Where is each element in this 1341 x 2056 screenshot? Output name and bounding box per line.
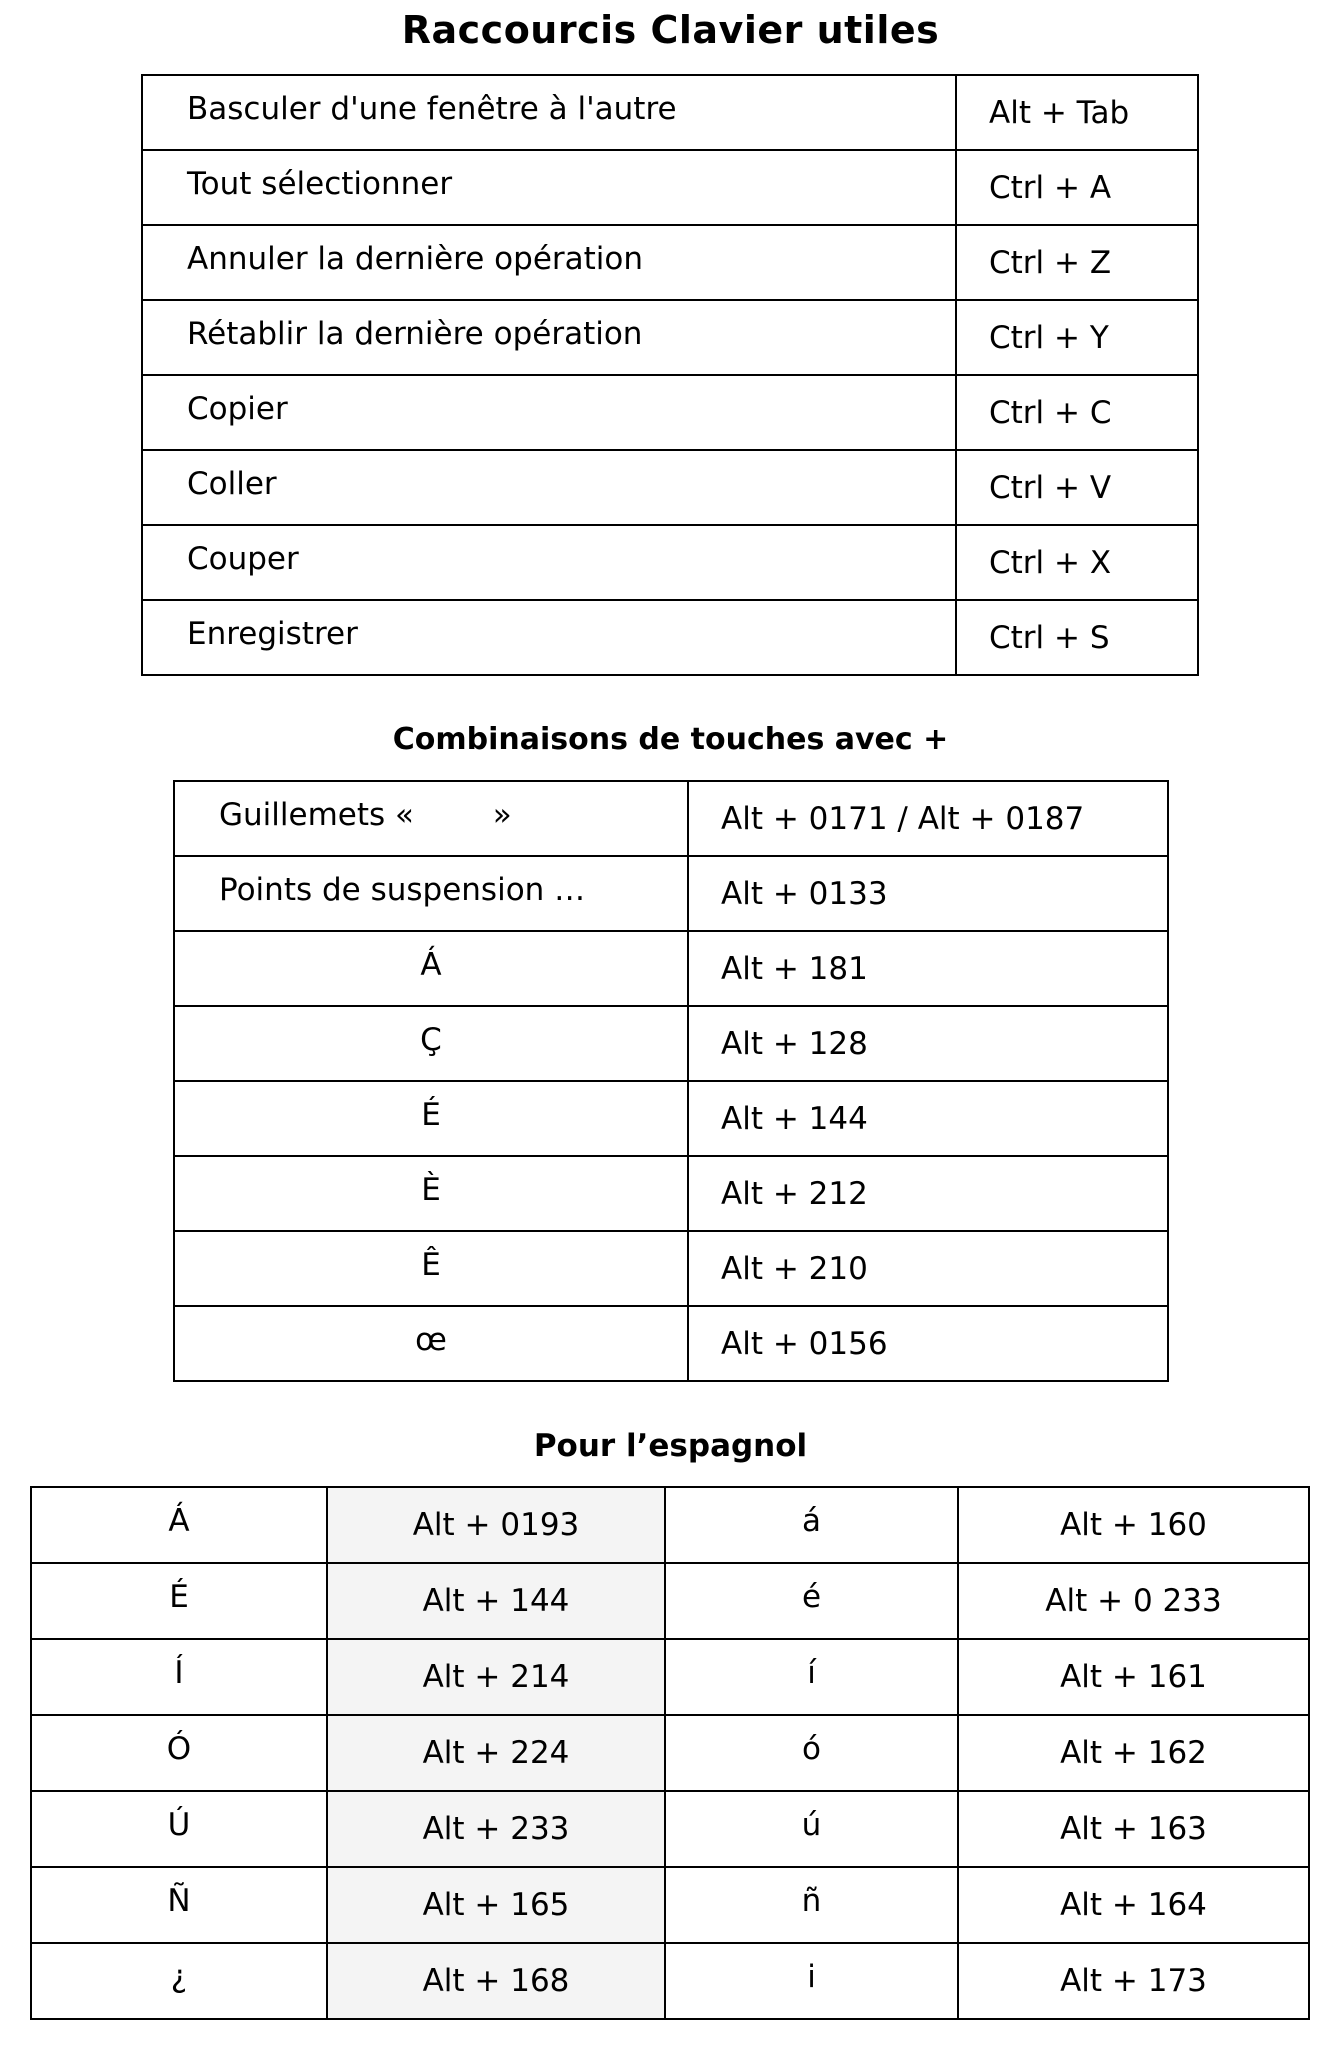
upper-code: Alt + 165 [327, 1867, 665, 1943]
lower-char: á [665, 1487, 958, 1563]
upper-char: É [31, 1563, 327, 1639]
shortcut-keys: Ctrl + A [956, 150, 1198, 225]
lower-code: Alt + 160 [958, 1487, 1309, 1563]
lower-code: Alt + 162 [958, 1715, 1309, 1791]
upper-code: Alt + 224 [327, 1715, 665, 1791]
shortcut-keys: Ctrl + C [956, 375, 1198, 450]
combination-code: Alt + 0133 [688, 856, 1168, 931]
lower-char: i [665, 1943, 958, 2019]
lower-code: Alt + 164 [958, 1867, 1309, 1943]
table-row [142, 450, 1198, 525]
table-row [142, 225, 1198, 300]
upper-code: Alt + 0193 [327, 1487, 665, 1563]
combination-char: Á [174, 931, 688, 1006]
combination-code: Alt + 210 [688, 1231, 1168, 1306]
table-row [142, 75, 1198, 150]
table-row [142, 525, 1198, 600]
lower-char: ñ [665, 1867, 958, 1943]
lower-code: Alt + 163 [958, 1791, 1309, 1867]
upper-char: ¿ [31, 1943, 327, 2019]
combination-code: Alt + 0156 [688, 1306, 1168, 1381]
lower-char: ó [665, 1715, 958, 1791]
table-row [142, 150, 1198, 225]
upper-char: Ñ [31, 1867, 327, 1943]
shortcut-action: Basculer d'une fenêtre à l'autre [142, 75, 956, 150]
combination-char: Guillemets « » [174, 781, 688, 856]
table-row [31, 1943, 1309, 2019]
upper-code: Alt + 144 [327, 1563, 665, 1639]
table-row [142, 375, 1198, 450]
table-row [31, 1639, 1309, 1715]
spanish-title: Pour l’espagnol [533, 1428, 808, 1464]
shortcut-action: Rétablir la dernière opération [142, 300, 956, 375]
shortcuts-table [141, 74, 1199, 676]
spanish-table [30, 1486, 1310, 2020]
shortcuts-title: Raccourcis Clavier utiles [401, 8, 940, 52]
table-row [174, 781, 1168, 856]
shortcut-keys: Ctrl + Y [956, 300, 1198, 375]
combination-char: É [174, 1081, 688, 1156]
lower-code: Alt + 161 [958, 1639, 1309, 1715]
table-row [174, 1231, 1168, 1306]
lower-code: Alt + 173 [958, 1943, 1309, 2019]
table-row [174, 1081, 1168, 1156]
lower-char: í [665, 1639, 958, 1715]
table-row [174, 931, 1168, 1006]
upper-code: Alt + 233 [327, 1791, 665, 1867]
combination-code: Alt + 212 [688, 1156, 1168, 1231]
combination-code: Alt + 144 [688, 1081, 1168, 1156]
combinations-table [173, 780, 1169, 1382]
shortcut-action: Couper [142, 525, 956, 600]
table-row [31, 1563, 1309, 1639]
upper-char: Ú [31, 1791, 327, 1867]
table-row [174, 1306, 1168, 1381]
table-row [174, 856, 1168, 931]
table-row [142, 600, 1198, 675]
shortcut-keys: Ctrl + S [956, 600, 1198, 675]
table-row [31, 1867, 1309, 1943]
combination-code: Alt + 181 [688, 931, 1168, 1006]
shortcut-action: Copier [142, 375, 956, 450]
shortcut-action: Tout sélectionner [142, 150, 956, 225]
combination-code: Alt + 128 [688, 1006, 1168, 1081]
upper-char: Í [31, 1639, 327, 1715]
upper-char: Ó [31, 1715, 327, 1791]
table-row [31, 1715, 1309, 1791]
combination-char: È [174, 1156, 688, 1231]
lower-code: Alt + 0 233 [958, 1563, 1309, 1639]
shortcut-keys: Ctrl + X [956, 525, 1198, 600]
shortcut-keys: Ctrl + Z [956, 225, 1198, 300]
table-row [142, 300, 1198, 375]
combinations-title: Combinaisons de touches avec + [392, 722, 949, 757]
table-row [174, 1006, 1168, 1081]
lower-char: é [665, 1563, 958, 1639]
combination-char: Ç [174, 1006, 688, 1081]
shortcut-keys: Alt + Tab [956, 75, 1198, 150]
shortcut-action: Coller [142, 450, 956, 525]
upper-code: Alt + 168 [327, 1943, 665, 2019]
table-row [31, 1487, 1309, 1563]
shortcut-action: Annuler la dernière opération [142, 225, 956, 300]
lower-char: ú [665, 1791, 958, 1867]
combination-char: œ [174, 1306, 688, 1381]
shortcut-keys: Ctrl + V [956, 450, 1198, 525]
shortcut-action: Enregistrer [142, 600, 956, 675]
upper-code: Alt + 214 [327, 1639, 665, 1715]
combination-code: Alt + 0171 / Alt + 0187 [688, 781, 1168, 856]
combination-char: Points de suspension … [174, 856, 688, 931]
table-row [31, 1791, 1309, 1867]
upper-char: Á [31, 1487, 327, 1563]
table-row [174, 1156, 1168, 1231]
combination-char: Ê [174, 1231, 688, 1306]
